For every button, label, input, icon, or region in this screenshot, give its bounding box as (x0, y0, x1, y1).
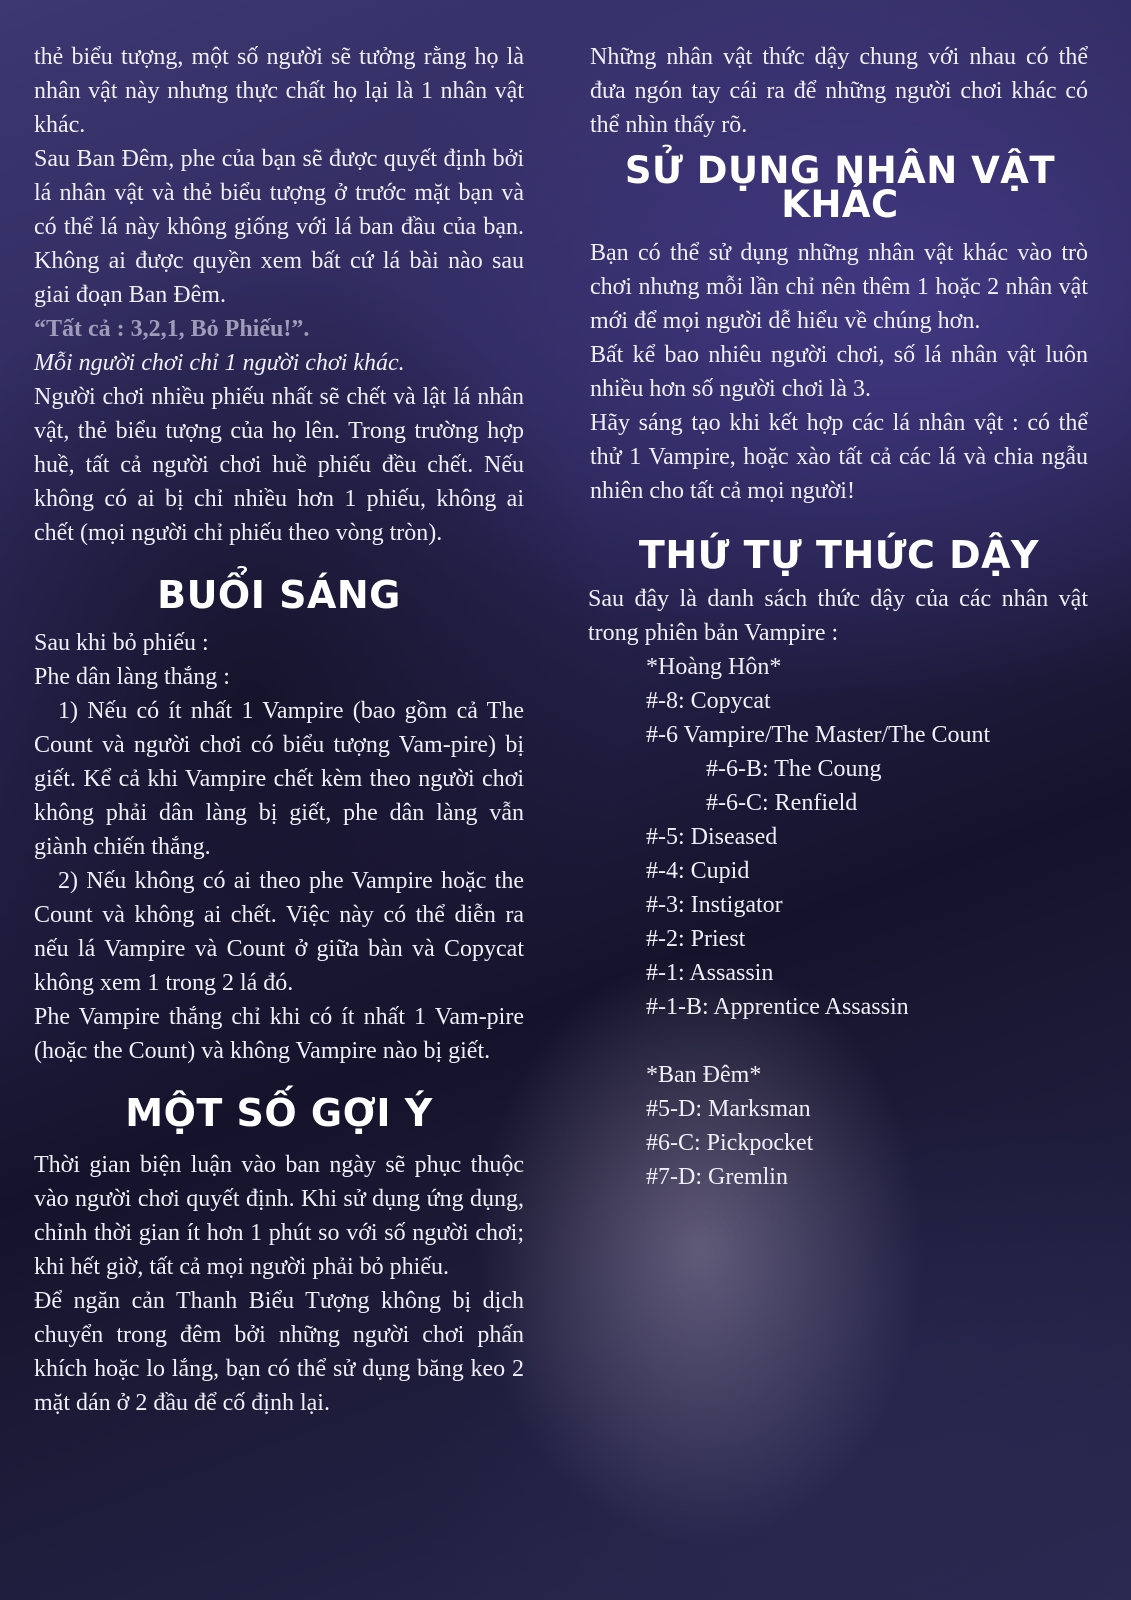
other-characters-2: Bất kể bao nhiêu người chơi, số lá nhân vật luôn nhiều hơn số người chơi là 3. (590, 342, 1088, 402)
list-item: #5-D: Marksman (646, 1096, 811, 1122)
heading-wake-order: THỨ TỰ THỨC DẬY (638, 533, 1040, 577)
dusk-label: *Hoàng Hôn* (646, 654, 782, 680)
tip-tape: Để ngăn cản Thanh Biểu Tượng không bị dịch chuyển trong đêm bởi những người chơi phấn khích hoặc lo lắng, bạn có thể sử dụng băng keo 2 mặt dán ở 2 đầu để cố định lại. (34, 1288, 524, 1416)
list-item: #-1: Assassin (646, 960, 774, 986)
list-item: #-5: Diseased (646, 824, 778, 850)
vote-rule: Mỗi người chơi chỉ 1 người chơi khác. (34, 350, 405, 376)
spacer (590, 1024, 1088, 1058)
morning-village-wins: Phe dân làng thắng : (34, 664, 230, 690)
other-characters-3: Hãy sáng tạo khi kết hợp các lá nhân vật : có thể thử 1 Vampire, hoặc xào tất cả các lá và chia ngẫu nhiên cho tất cả mọi người! (590, 410, 1088, 504)
list-item: #-2: Priest (646, 926, 746, 952)
wake-order-intro: Sau đây là danh sách thức dậy của các nhân vật trong phiên bản Vampire : (588, 586, 1088, 646)
village-win-condition-1: 1) Nếu có ít nhất 1 Vampire (bao gồm cả The Count và người chơi có biểu tượng Vam-pire) bị giết. Kể cả khi Vampire chết kèm theo người chơi không phải dân làng bị giết, phe dân làng vẫn giành chiến thắng. (34, 698, 524, 860)
other-characters-1: Bạn có thể sử dụng những nhân vật khác vào trò chơi nhưng mỗi lần chỉ nên thêm 1 hoặc 2 nhân vật mới để mọi người dễ hiểu về chúng hơn. (590, 240, 1088, 334)
morning-after-vote: Sau khi bỏ phiếu : (34, 630, 209, 656)
left-column (34, 40, 524, 1420)
wake-order-list (590, 650, 1088, 1194)
list-item: #7-D: Gremlin (646, 1164, 788, 1190)
paragraph-vote-result: Người chơi nhiều phiếu nhất sẽ chết và lật lá nhân vật, thẻ biểu tượng của họ lên. Trong trường hợp huề, tất cả người chơi huề phiếu đều chết. Nếu không có ai bị chỉ nhiều hơn 1 phiếu, không ai chết (mọi người chỉ phiếu theo vòng tròn). (34, 384, 524, 546)
right-column (590, 40, 1088, 1194)
list-item: #-3: Instigator (646, 892, 783, 918)
heading-tips: MỘT SỐ GỢI Ý (125, 1091, 433, 1135)
vampire-win-condition: Phe Vampire thắng chỉ khi có ít nhất 1 Vam-pire (hoặc the Count) và không Vampire nào bị giết. (34, 1004, 524, 1064)
list-item: #-6 Vampire/The Master/The Count (646, 722, 991, 748)
list-item: #6-C: Pickpocket (646, 1130, 814, 1156)
paragraph-symbol-token: thẻ biểu tượng, một số người sẽ tưởng rằng họ là nhân vật này nhưng thực chất họ lại là 1 nhân vật khác. (34, 44, 524, 138)
tip-discussion-time: Thời gian biện luận vào ban ngày sẽ phục thuộc vào người chơi quyết định. Khi sử dụng ứng dụng, chỉnh thời gian ít hơn 1 phút so với số người chơi; khi hết giờ, tất cả mọi người phải bỏ phiếu. (34, 1152, 524, 1280)
heading-morning: BUỔI SÁNG (157, 573, 401, 617)
vote-call: “Tất cả : 3,2,1, Bỏ Phiếu!”. (34, 316, 310, 342)
paragraph-thumbs: Những nhân vật thức dậy chung với nhau có thể đưa ngón tay cái ra để những người chơi khác có thể nhìn thấy rõ. (590, 44, 1088, 138)
list-item: #-1-B: Apprentice Assassin (646, 994, 909, 1020)
night-label: *Ban Đêm* (646, 1062, 762, 1088)
list-item: #-8: Copycat (646, 688, 771, 714)
list-item: #-6-C: Renfield (706, 790, 858, 816)
list-item: #-4: Cupid (646, 858, 750, 884)
heading-other-characters: SỬ DỤNG NHÂN VẬT KHÁC (624, 149, 1056, 226)
paragraph-after-night: Sau Ban Đêm, phe của bạn sẽ được quyết định bởi lá nhân vật và thẻ biểu tượng ở trước mặt bạn và có thể lá này không giống với lá ban đầu của bạn. Không ai được quyền xem bất cứ lá bài nào sau giai đoạn Ban Đêm. (34, 146, 524, 308)
list-item: #-6-B: The Coung (706, 756, 882, 782)
village-win-condition-2: 2) Nếu không có ai theo phe Vampire hoặc the Count và không ai chết. Việc này có thể diễn ra nếu lá Vampire và Count ở giữa bàn và Copycat không xem 1 trong 2 lá đó. (34, 868, 524, 996)
